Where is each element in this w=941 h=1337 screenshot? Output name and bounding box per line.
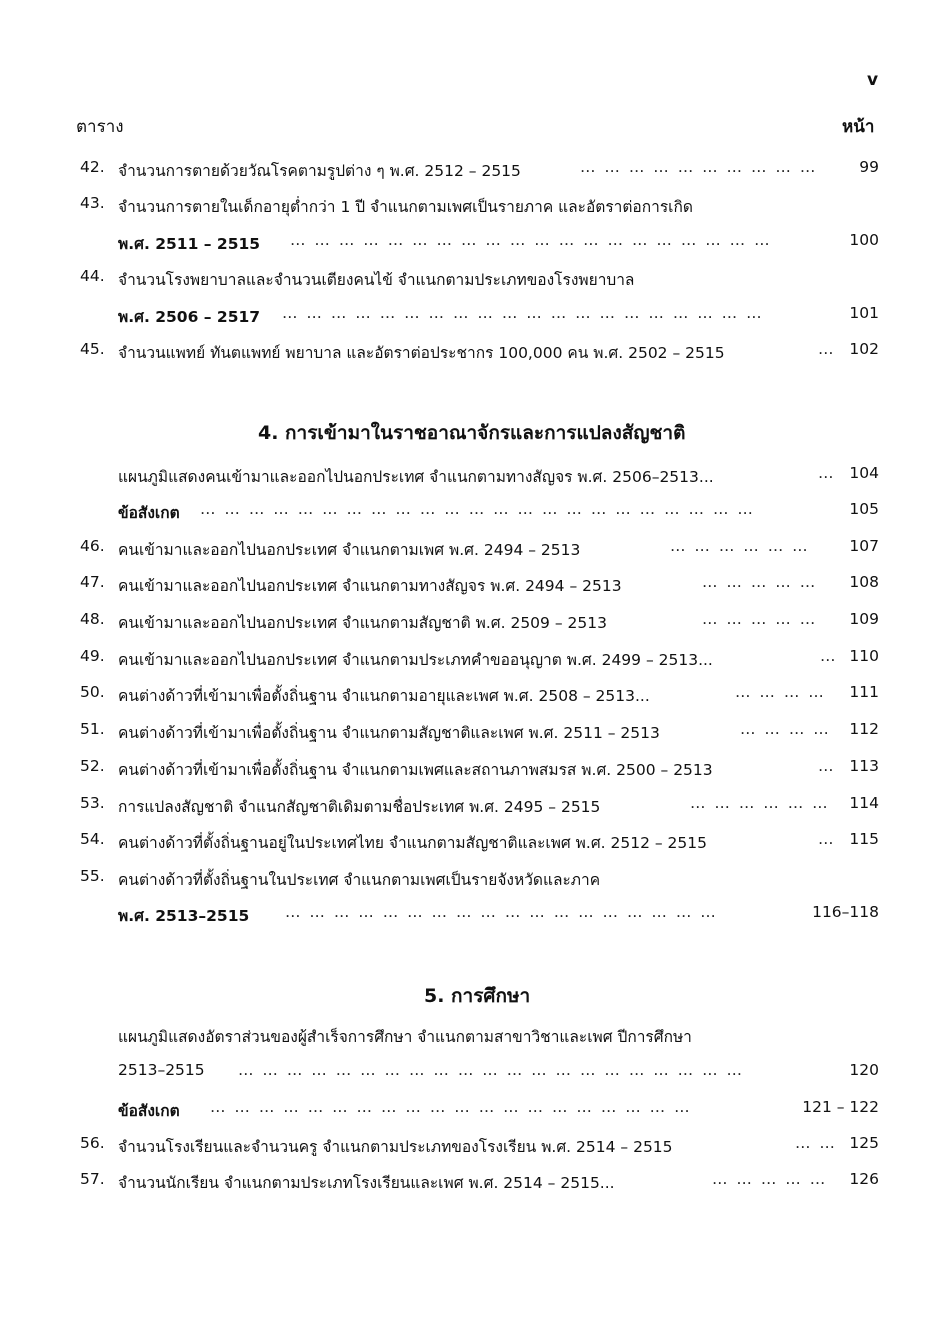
- entry-page: 102: [849, 340, 879, 358]
- entry-title: ข้อสังเกต: [118, 504, 180, 522]
- leader-dots: …: [818, 340, 836, 358]
- entry-page: 100: [849, 231, 879, 249]
- toc-entry: [0, 794, 941, 820]
- entry-page: 116–118: [812, 903, 879, 921]
- entry-number: 52.: [80, 757, 105, 775]
- toc-notes-entry: [0, 1098, 941, 1124]
- entry-title: คนต่างด้าวที่ตั้งถิ่นฐานอยู่ในประเทศไทย จำแนกตามสัญชาติและเพศ พ.ศ. 2512 – 2515: [118, 834, 708, 852]
- leader-dots: … … … … … … … … … … … … … … … … … … … …: [290, 231, 772, 249]
- leader-dots: …: [818, 464, 836, 482]
- entry-page: 112: [849, 720, 879, 738]
- entry-title: แผนภูมิแสดงคนเข้ามาและออกไปนอกประเทศ จำแนกตามทางสัญจร พ.ศ. 2506–2513...: [118, 468, 714, 486]
- toc-entry: [0, 757, 941, 783]
- entry-page: 107: [849, 537, 879, 555]
- entry-number: 42.: [80, 158, 105, 176]
- leader-dots: … … … … …: [702, 573, 818, 591]
- toc-entry-continuation: [0, 1061, 941, 1087]
- entry-page: 105: [849, 500, 879, 518]
- toc-entry: [0, 1134, 941, 1160]
- entry-title: จำนวนการตายด้วยวัณโรคตามรูปต่าง ๆ พ.ศ. 2512 – 2515: [118, 162, 521, 180]
- entry-number: 48.: [80, 610, 105, 628]
- entry-number: 55.: [80, 867, 105, 885]
- entry-page: 111: [849, 683, 879, 701]
- leader-dots: … … … … … … … … … … … … … … … … … …: [285, 903, 718, 921]
- toc-entry: [0, 683, 941, 709]
- toc-entry: [0, 573, 941, 599]
- toc-chart-entry: [0, 464, 941, 490]
- toc-entry: [0, 158, 941, 184]
- entry-title: จำนวนนักเรียน จำแนกตามประเภทโรงเรียนและเพศ พ.ศ. 2514 – 2515...: [118, 1174, 615, 1192]
- leader-dots: … …: [795, 1134, 837, 1152]
- entry-page: 113: [849, 757, 879, 775]
- entry-title-cont: พ.ศ. 2513–2515: [118, 907, 250, 925]
- leader-dots: … … … … … … … … … … … … … … … … … … … … …: [238, 1061, 745, 1079]
- toc-chart-entry: [0, 1024, 941, 1050]
- entry-page: 109: [849, 610, 879, 628]
- leader-dots: … … … …: [740, 720, 831, 738]
- toc-entry-continuation: [0, 231, 941, 257]
- entry-number: 50.: [80, 683, 105, 701]
- entry-page: 110: [849, 647, 879, 665]
- toc-entry: [0, 340, 941, 366]
- entry-number: 43.: [80, 194, 105, 212]
- entry-number: 49.: [80, 647, 105, 665]
- entry-number: 57.: [80, 1170, 105, 1188]
- entry-page: 125: [849, 1134, 879, 1152]
- column-header-table: ตาราง: [76, 117, 124, 137]
- entry-number: 47.: [80, 573, 105, 591]
- toc-entry: [0, 867, 941, 893]
- entry-number: 45.: [80, 340, 105, 358]
- entry-number: 46.: [80, 537, 105, 555]
- entry-number: 54.: [80, 830, 105, 848]
- toc-entry: [0, 1170, 941, 1196]
- entry-title: คนเข้ามาและออกไปนอกประเทศ จำแนกตามทางสัญจร พ.ศ. 2494 – 2513: [118, 577, 622, 595]
- entry-title: คนเข้ามาและออกไปนอกประเทศ จำแนกตามเพศ พ.ศ. 2494 – 2513: [118, 541, 581, 559]
- leader-dots: … … … … … … … … … … … … … … … … … … … …: [210, 1098, 692, 1116]
- entry-page: 101: [849, 304, 879, 322]
- toc-entry-continuation: [0, 903, 941, 929]
- toc-entry-continuation: [0, 304, 941, 330]
- toc-entry: [0, 537, 941, 563]
- entry-page: 114: [849, 794, 879, 812]
- entry-page: 99: [859, 158, 879, 176]
- toc-entry: [0, 267, 941, 293]
- toc-notes-entry: [0, 500, 941, 526]
- entry-title: จำนวนโรงเรียนและจำนวนครู จำแนกตามประเภทของโรงเรียน พ.ศ. 2514 – 2515: [118, 1138, 673, 1156]
- entry-number: 56.: [80, 1134, 105, 1152]
- leader-dots: … … … … … … … … … … … … … … … … … … … … … … …: [200, 500, 755, 518]
- entry-title-cont: 2513–2515: [118, 1061, 205, 1079]
- entry-number: 44.: [80, 267, 105, 285]
- entry-title: คนต่างด้าวที่ตั้งถิ่นฐานในประเทศ จำแนกตามเพศเป็นรายจังหวัดและภาค: [118, 871, 601, 889]
- leader-dots: …: [820, 647, 838, 665]
- entry-title: จำนวนการตายในเด็กอายุต่ำกว่า 1 ปี จำแนกตามเพศเป็นรายภาค และอัตราต่อการเกิด: [118, 198, 693, 216]
- entry-title: ข้อสังเกต: [118, 1102, 180, 1120]
- section-heading: 4. การเข้ามาในราชอาณาจักรและการแปลงสัญชาติ: [258, 422, 686, 444]
- entry-title: คนต่างด้าวที่เข้ามาเพื่อตั้งถิ่นฐาน จำแนกตามเพศและสถานภาพสมรส พ.ศ. 2500 – 2513: [118, 761, 713, 779]
- page-number: v: [867, 70, 879, 90]
- toc-entry: [0, 830, 941, 856]
- entry-title: การแปลงสัญชาติ จำแนกสัญชาติเดิมตามชื่อประเทศ พ.ศ. 2495 – 2515: [118, 798, 601, 816]
- toc-entry: [0, 610, 941, 636]
- entry-title: คนต่างด้าวที่เข้ามาเพื่อตั้งถิ่นฐาน จำแนกตามอายุและเพศ พ.ศ. 2508 – 2513...: [118, 687, 650, 705]
- entry-title: จำนวนแพทย์ ทันตแพทย์ พยาบาล และอัตราต่อประชากร 100,000 คน พ.ศ. 2502 – 2515: [118, 344, 725, 362]
- leader-dots: … … … … … … … … … … … … … … … … … … … …: [282, 304, 764, 322]
- entry-title-cont: พ.ศ. 2511 – 2515: [118, 235, 261, 253]
- leader-dots: … … … … … … … … … …: [580, 158, 818, 176]
- entry-page: 120: [849, 1061, 879, 1079]
- leader-dots: … … … … …: [712, 1170, 828, 1188]
- entry-number: 53.: [80, 794, 105, 812]
- leader-dots: … … … …: [735, 683, 826, 701]
- entry-title-cont: พ.ศ. 2506 – 2517: [118, 308, 261, 326]
- leader-dots: … … … … …: [702, 610, 818, 628]
- entry-title: จำนวนโรงพยาบาลและจำนวนเตียงคนไข้ จำแนกตามประเภทของโรงพยาบาล: [118, 271, 635, 289]
- column-header-page: หน้า: [842, 117, 875, 137]
- entry-title: คนต่างด้าวที่เข้ามาเพื่อตั้งถิ่นฐาน จำแนกตามสัญชาติและเพศ พ.ศ. 2511 – 2513: [118, 724, 660, 742]
- leader-dots: …: [818, 830, 836, 848]
- toc-entry: [0, 194, 941, 220]
- entry-page: 115: [849, 830, 879, 848]
- entry-title: คนเข้ามาและออกไปนอกประเทศ จำแนกตามประเภทคำขออนุญาต พ.ศ. 2499 – 2513...: [118, 651, 713, 669]
- entry-page: 104: [849, 464, 879, 482]
- leader-dots: … … … … … …: [690, 794, 830, 812]
- entry-title: แผนภูมิแสดงอัตราส่วนของผู้สำเร็จการศึกษา จำแนกตามสาขาวิชาและเพศ ปีการศึกษา: [118, 1028, 692, 1046]
- entry-page: 126: [849, 1170, 879, 1188]
- leader-dots: … … … … … …: [670, 537, 810, 555]
- entry-number: 51.: [80, 720, 105, 738]
- toc-entry: [0, 647, 941, 673]
- toc-entry: [0, 720, 941, 746]
- leader-dots: …: [818, 757, 836, 775]
- entry-page: 108: [849, 573, 879, 591]
- entry-page: 121 – 122: [802, 1098, 879, 1116]
- entry-title: คนเข้ามาและออกไปนอกประเทศ จำแนกตามสัญชาติ พ.ศ. 2509 – 2513: [118, 614, 607, 632]
- section-heading: 5. การศึกษา: [424, 985, 531, 1007]
